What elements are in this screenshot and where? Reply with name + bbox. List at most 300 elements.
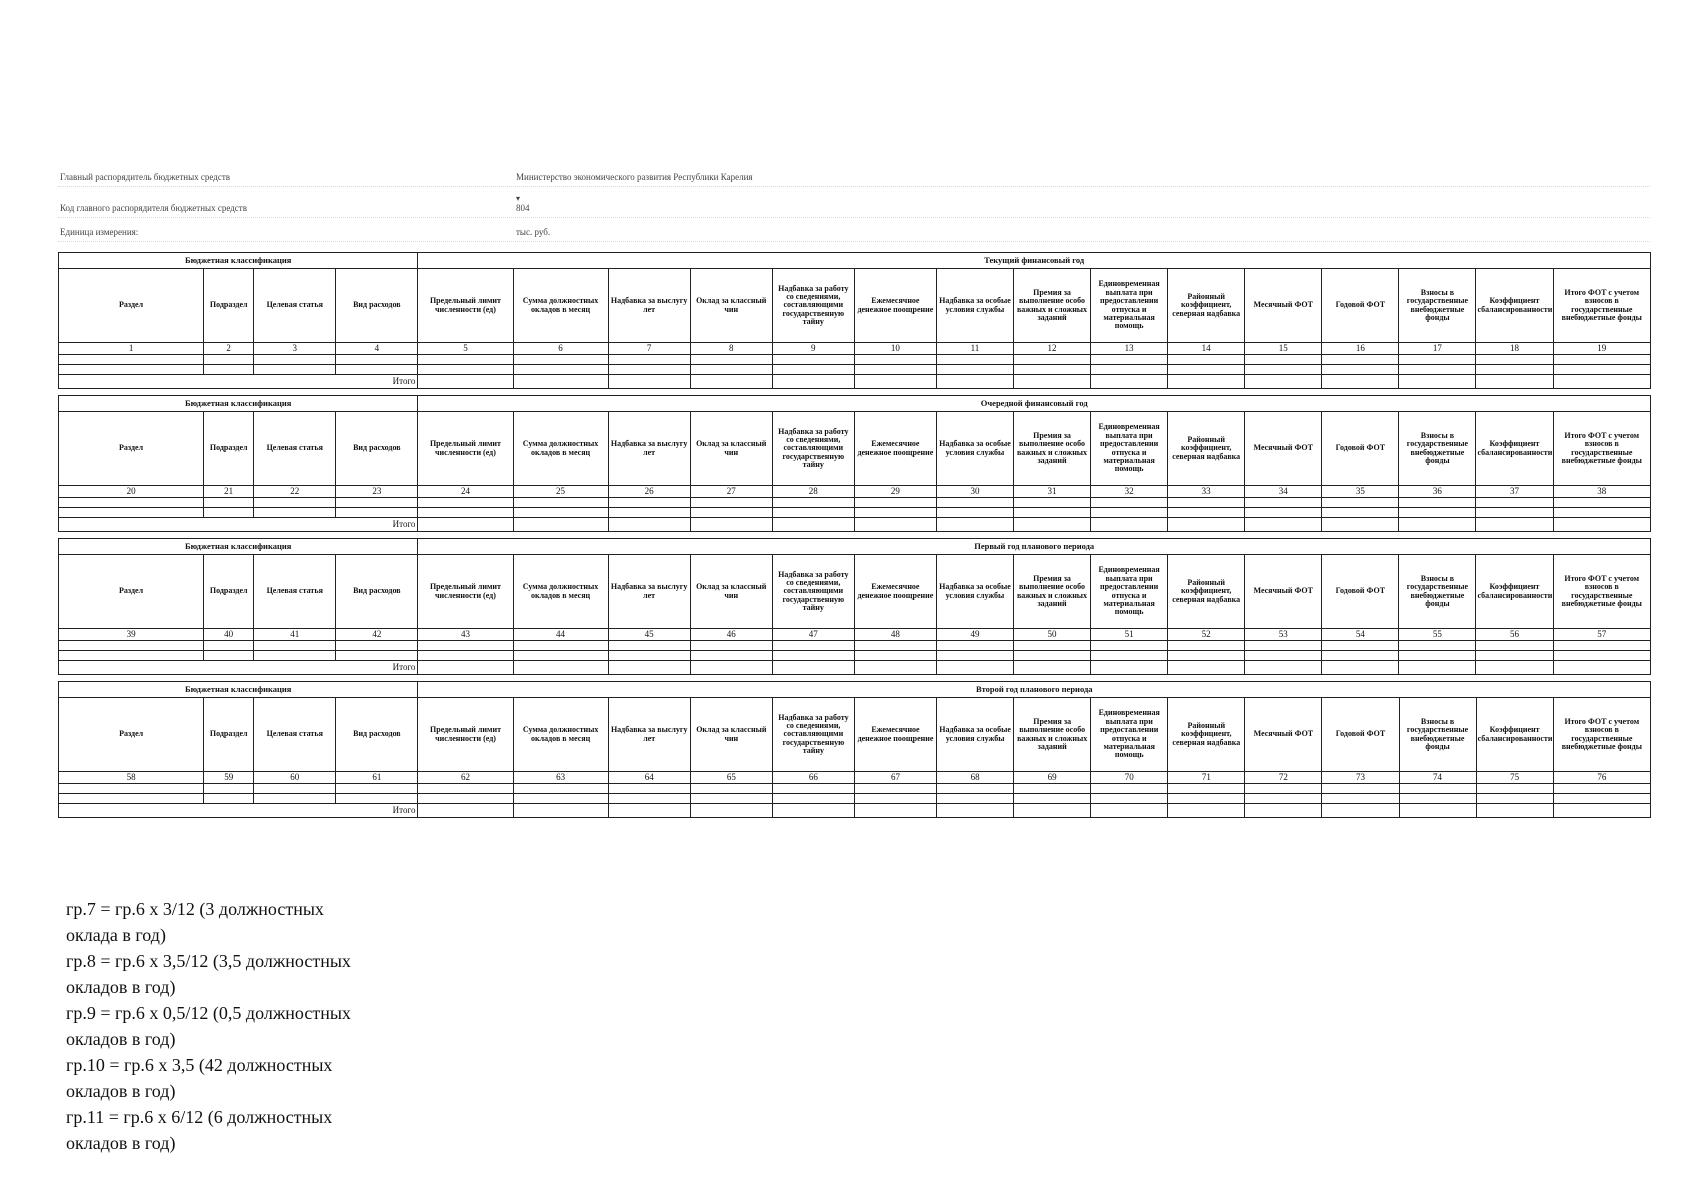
total-cell[interactable]	[854, 518, 936, 532]
total-cell[interactable]	[1553, 804, 1650, 818]
table-cell[interactable]	[1091, 784, 1168, 794]
table-cell[interactable]	[608, 498, 690, 508]
table-cell[interactable]	[1399, 365, 1476, 375]
table-cell[interactable]	[936, 641, 1013, 651]
total-cell[interactable]	[1245, 518, 1322, 532]
table-cell[interactable]	[1476, 365, 1553, 375]
classification-title: Бюджетная классификация	[59, 682, 418, 698]
table-cell[interactable]	[1399, 641, 1476, 651]
table-cell[interactable]	[1245, 355, 1322, 365]
total-cell[interactable]	[513, 375, 608, 389]
table-cell[interactable]	[690, 641, 772, 651]
table-cell[interactable]	[937, 794, 1014, 804]
table-cell[interactable]	[1476, 498, 1553, 508]
table-cell[interactable]	[854, 794, 936, 804]
table-cell[interactable]	[1168, 365, 1245, 375]
table-cell[interactable]	[1091, 365, 1168, 375]
table-cell[interactable]	[418, 641, 513, 651]
column-header: Подраздел	[204, 412, 254, 486]
table-cell[interactable]	[1168, 794, 1245, 804]
column-header: Надбавка за особые условия службы	[936, 269, 1013, 343]
table-cell[interactable]	[1553, 784, 1650, 794]
budget-table	[58, 395, 1651, 532]
total-cell[interactable]	[1013, 375, 1090, 389]
table-cell[interactable]	[513, 784, 608, 794]
table-row	[59, 784, 1651, 794]
total-cell[interactable]	[936, 375, 1013, 389]
column-number: 22	[254, 486, 336, 498]
table-cell[interactable]	[513, 641, 608, 651]
table-cell[interactable]	[854, 508, 936, 518]
column-number: 57	[1553, 629, 1650, 641]
table-cell[interactable]	[254, 641, 336, 651]
table-cell[interactable]	[204, 508, 254, 518]
table-row	[59, 651, 1651, 661]
total-cell[interactable]	[772, 804, 854, 818]
table-cell[interactable]	[336, 498, 418, 508]
column-header: Ежемесячное денежное поощрение	[854, 698, 936, 772]
total-cell[interactable]	[1013, 518, 1090, 532]
total-cell[interactable]	[854, 661, 936, 675]
total-cell[interactable]	[1322, 804, 1399, 818]
total-cell[interactable]	[772, 518, 854, 532]
column-number: 32	[1091, 486, 1168, 498]
total-cell[interactable]	[1168, 375, 1245, 389]
table-cell[interactable]	[1476, 651, 1553, 661]
table-cell[interactable]	[254, 355, 336, 365]
table-cell[interactable]	[1399, 794, 1476, 804]
column-header: Вид расходов	[336, 698, 418, 772]
column-number: 29	[854, 486, 936, 498]
total-cell[interactable]	[772, 375, 854, 389]
table-cell[interactable]	[1553, 794, 1650, 804]
table-cell[interactable]	[854, 651, 936, 661]
table-cell[interactable]	[1476, 641, 1553, 651]
total-cell[interactable]	[1322, 375, 1399, 389]
total-cell[interactable]	[936, 661, 1013, 675]
table-cell[interactable]	[772, 641, 854, 651]
table-cell[interactable]	[1013, 365, 1090, 375]
table-cell[interactable]	[1245, 365, 1322, 375]
table-cell[interactable]	[59, 784, 204, 794]
column-number: 24	[418, 486, 513, 498]
table-cell[interactable]	[513, 498, 608, 508]
table-cell[interactable]	[1014, 784, 1091, 794]
total-cell[interactable]	[1476, 661, 1553, 675]
table-cell[interactable]	[1476, 355, 1553, 365]
period-title: Второй год планового периода	[418, 682, 1651, 698]
table-cell[interactable]	[772, 651, 854, 661]
total-cell[interactable]	[418, 804, 513, 818]
table-cell[interactable]	[608, 355, 690, 365]
total-cell[interactable]	[1399, 661, 1476, 675]
column-number: 44	[513, 629, 608, 641]
table-cell[interactable]	[254, 784, 336, 794]
table-cell[interactable]	[1013, 355, 1090, 365]
table-cell[interactable]	[608, 651, 690, 661]
total-cell[interactable]	[1399, 518, 1476, 532]
table-cell[interactable]	[772, 365, 854, 375]
table-cell[interactable]	[1322, 355, 1399, 365]
column-number: 10	[854, 343, 936, 355]
table-cell[interactable]	[1399, 498, 1476, 508]
table-cell[interactable]	[1013, 651, 1090, 661]
total-cell[interactable]	[1476, 375, 1553, 389]
table-cell[interactable]	[608, 641, 690, 651]
table-cell[interactable]	[1245, 641, 1322, 651]
table-cell[interactable]	[1245, 651, 1322, 661]
total-cell[interactable]	[1245, 804, 1322, 818]
table-cell[interactable]	[936, 365, 1013, 375]
table-cell[interactable]	[59, 508, 204, 518]
total-cell[interactable]	[690, 375, 772, 389]
table-cell[interactable]	[936, 651, 1013, 661]
total-cell[interactable]	[1245, 375, 1322, 389]
total-cell[interactable]	[608, 375, 690, 389]
table-cell[interactable]	[772, 794, 854, 804]
table-cell[interactable]	[1014, 794, 1091, 804]
table-cell[interactable]	[59, 365, 204, 375]
total-cell[interactable]	[936, 518, 1013, 532]
column-number: 14	[1168, 343, 1245, 355]
table-cell[interactable]	[418, 794, 513, 804]
total-cell[interactable]	[1476, 518, 1553, 532]
table-cell[interactable]	[1322, 651, 1399, 661]
table-cell[interactable]	[854, 355, 936, 365]
table-cell[interactable]	[1013, 641, 1090, 651]
table-cell[interactable]	[418, 498, 513, 508]
table-cell[interactable]	[513, 508, 608, 518]
table-cell[interactable]	[204, 641, 254, 651]
column-number: 72	[1245, 772, 1322, 784]
column-header: Коэффициент сбалансированности	[1476, 412, 1553, 486]
column-number: 31	[1013, 486, 1090, 498]
header-divider	[58, 186, 1650, 187]
column-header: Раздел	[59, 698, 204, 772]
table-cell[interactable]	[690, 498, 772, 508]
total-cell[interactable]	[690, 661, 772, 675]
column-header: Районный коэффициент, северная надбавка	[1168, 269, 1245, 343]
table-cell[interactable]	[936, 355, 1013, 365]
table-cell[interactable]	[772, 355, 854, 365]
column-number: 18	[1476, 343, 1553, 355]
column-header: Предельный лимит численности (ед)	[418, 555, 513, 629]
column-number: 6	[513, 343, 608, 355]
column-number: 20	[59, 486, 204, 498]
total-cell[interactable]	[1168, 804, 1245, 818]
column-number: 7	[608, 343, 690, 355]
table-cell[interactable]	[608, 784, 690, 794]
total-cell[interactable]	[513, 804, 608, 818]
total-cell[interactable]	[418, 375, 513, 389]
column-header: Целевая статья	[254, 269, 336, 343]
column-number: 37	[1476, 486, 1553, 498]
table-cell[interactable]	[204, 355, 254, 365]
total-cell[interactable]	[1014, 804, 1091, 818]
column-number: 2	[204, 343, 254, 355]
table-cell[interactable]	[1399, 508, 1476, 518]
table-cell[interactable]	[1245, 784, 1322, 794]
table-cell[interactable]	[1399, 355, 1476, 365]
table-cell[interactable]	[204, 794, 254, 804]
table-cell[interactable]	[418, 508, 513, 518]
table-cell[interactable]	[1553, 651, 1650, 661]
table-cell[interactable]	[1091, 498, 1168, 508]
table-cell[interactable]	[1322, 641, 1399, 651]
table-cell[interactable]	[854, 784, 936, 794]
column-header: Надбавка за особые условия службы	[936, 412, 1013, 486]
total-cell[interactable]	[1168, 661, 1245, 675]
period-title: Текущий финансовый год	[418, 253, 1651, 269]
table-cell[interactable]	[772, 784, 854, 794]
total-cell[interactable]	[1091, 661, 1168, 675]
column-number: 17	[1399, 343, 1476, 355]
budget-table	[58, 681, 1651, 818]
formula-note: гр.8 = гр.6 х 3,5/12 (3,5 должностных окладов в год)	[66, 951, 351, 997]
formula-note: гр.10 = гр.6 х 3,5 (42 должностных окладов в год)	[66, 1055, 333, 1101]
column-number: 59	[204, 772, 254, 784]
table-cell[interactable]	[336, 794, 418, 804]
column-number: 41	[254, 629, 336, 641]
table-cell[interactable]	[1322, 508, 1399, 518]
table-cell[interactable]	[1168, 651, 1245, 661]
column-header: Годовой ФОТ	[1322, 698, 1399, 772]
total-cell[interactable]	[1091, 804, 1168, 818]
table-cell[interactable]	[690, 508, 772, 518]
table-cell[interactable]	[204, 651, 254, 661]
table-cell[interactable]	[418, 355, 513, 365]
total-cell[interactable]	[1399, 375, 1476, 389]
column-number: 66	[772, 772, 854, 784]
total-cell[interactable]	[418, 661, 513, 675]
total-cell[interactable]	[1399, 804, 1476, 818]
total-cell[interactable]	[1322, 518, 1399, 532]
column-header: Надбавка за работу со сведениями, составляющими государственную тайну	[772, 269, 854, 343]
table-cell[interactable]	[690, 355, 772, 365]
table-cell[interactable]	[204, 784, 254, 794]
formula-note: гр.7 = гр.6 х 3/12 (3 должностных оклада в год)	[66, 899, 324, 945]
table-cell[interactable]	[1091, 651, 1168, 661]
column-header: Надбавка за выслугу лет	[608, 698, 690, 772]
table-cell[interactable]	[1168, 641, 1245, 651]
total-cell[interactable]	[690, 804, 772, 818]
total-cell[interactable]	[608, 804, 690, 818]
column-number: 69	[1014, 772, 1091, 784]
column-number: 26	[608, 486, 690, 498]
total-cell[interactable]	[854, 375, 936, 389]
table-cell[interactable]	[1399, 784, 1476, 794]
table-cell[interactable]	[1091, 794, 1168, 804]
column-number: 23	[336, 486, 418, 498]
column-header: Итого ФОТ с учетом взносов в государственные внебюджетные фонды	[1553, 555, 1650, 629]
column-header: Оклад за классный чин	[690, 269, 772, 343]
table-cell[interactable]	[608, 794, 690, 804]
total-cell[interactable]	[937, 804, 1014, 818]
table-cell[interactable]	[204, 498, 254, 508]
total-cell[interactable]	[854, 804, 936, 818]
table-cell[interactable]	[59, 355, 204, 365]
column-number: 5	[418, 343, 513, 355]
table-cell[interactable]	[1168, 784, 1245, 794]
total-cell[interactable]	[1553, 375, 1650, 389]
table-cell[interactable]	[608, 508, 690, 518]
column-number: 68	[937, 772, 1014, 784]
column-header: Целевая статья	[254, 555, 336, 629]
table-cell[interactable]	[1553, 641, 1650, 651]
table-cell[interactable]	[1245, 498, 1322, 508]
table-cell[interactable]	[513, 651, 608, 661]
table-cell[interactable]	[59, 651, 204, 661]
total-cell[interactable]	[1168, 518, 1245, 532]
table-cell[interactable]	[1245, 794, 1322, 804]
total-cell[interactable]	[608, 661, 690, 675]
column-header: Итого ФОТ с учетом взносов в государственные внебюджетные фонды	[1553, 412, 1650, 486]
table-cell[interactable]	[608, 365, 690, 375]
total-cell[interactable]	[1553, 661, 1650, 675]
column-number: 51	[1091, 629, 1168, 641]
total-cell[interactable]	[690, 518, 772, 532]
column-header: Месячный ФОТ	[1245, 555, 1322, 629]
table-cell[interactable]	[336, 784, 418, 794]
table-cell[interactable]	[513, 365, 608, 375]
column-number: 58	[59, 772, 204, 784]
column-number: 61	[336, 772, 418, 784]
table-cell[interactable]	[1322, 784, 1399, 794]
table-cell[interactable]	[254, 651, 336, 661]
column-header: Коэффициент сбалансированности	[1476, 555, 1553, 629]
table-cell[interactable]	[937, 784, 1014, 794]
column-number: 60	[254, 772, 336, 784]
table-cell[interactable]	[1476, 784, 1553, 794]
column-header: Сумма должностных окладов в месяц	[513, 698, 608, 772]
total-cell[interactable]	[513, 661, 608, 675]
table-cell[interactable]	[336, 508, 418, 518]
table-cell[interactable]	[1553, 355, 1650, 365]
table-cell[interactable]	[336, 355, 418, 365]
total-cell[interactable]	[1476, 804, 1553, 818]
table-cell[interactable]	[1091, 355, 1168, 365]
total-cell[interactable]	[1553, 518, 1650, 532]
table-cell[interactable]	[418, 365, 513, 375]
table-row	[59, 641, 1651, 651]
table-cell[interactable]	[854, 641, 936, 651]
table-cell[interactable]	[1091, 641, 1168, 651]
column-number: 75	[1476, 772, 1553, 784]
table-cell[interactable]	[336, 651, 418, 661]
table-cell[interactable]	[254, 365, 336, 375]
table-cell[interactable]	[772, 498, 854, 508]
table-cell[interactable]	[1553, 508, 1650, 518]
table-cell[interactable]	[1168, 508, 1245, 518]
column-number: 63	[513, 772, 608, 784]
table-cell[interactable]	[1091, 508, 1168, 518]
table-cell[interactable]	[690, 784, 772, 794]
total-cell[interactable]	[1091, 375, 1168, 389]
table-cell[interactable]	[854, 498, 936, 508]
classification-title: Бюджетная классификация	[59, 253, 418, 269]
column-header: Надбавка за выслугу лет	[608, 412, 690, 486]
table-cell[interactable]	[1013, 498, 1090, 508]
table-cell[interactable]	[772, 508, 854, 518]
table-cell[interactable]	[513, 355, 608, 365]
total-cell[interactable]	[608, 518, 690, 532]
total-cell[interactable]	[1013, 661, 1090, 675]
column-header: Ежемесячное денежное поощрение	[854, 269, 936, 343]
table-cell[interactable]	[204, 365, 254, 375]
column-number: 43	[418, 629, 513, 641]
table-cell[interactable]	[1322, 498, 1399, 508]
table-cell[interactable]	[690, 365, 772, 375]
column-number: 1	[59, 343, 204, 355]
table-cell[interactable]	[418, 651, 513, 661]
table-cell[interactable]	[936, 508, 1013, 518]
table-cell[interactable]	[254, 498, 336, 508]
column-header: Месячный ФОТ	[1245, 698, 1322, 772]
column-number: 12	[1013, 343, 1090, 355]
column-number: 65	[690, 772, 772, 784]
column-number: 35	[1322, 486, 1399, 498]
total-cell[interactable]	[1091, 518, 1168, 532]
table-cell[interactable]	[336, 365, 418, 375]
table-cell[interactable]	[336, 641, 418, 651]
column-number: 73	[1322, 772, 1399, 784]
column-header: Единовременная выплата при предоставлении отпуска и материальная помощь	[1091, 698, 1168, 772]
total-cell[interactable]	[1245, 661, 1322, 675]
table-cell[interactable]	[1168, 355, 1245, 365]
table-cell[interactable]	[1322, 365, 1399, 375]
column-header: Годовой ФОТ	[1322, 412, 1399, 486]
table-cell[interactable]	[690, 651, 772, 661]
column-header: Надбавка за особые условия службы	[936, 555, 1013, 629]
table-cell[interactable]	[1553, 365, 1650, 375]
table-cell[interactable]	[854, 365, 936, 375]
formula-notes	[66, 896, 366, 1156]
table-cell[interactable]	[1322, 794, 1399, 804]
formula-note: гр.11 = гр.6 х 6/12 (6 должностных окладов в год)	[66, 1107, 333, 1153]
table-cell[interactable]	[1476, 508, 1553, 518]
table-cell[interactable]	[690, 794, 772, 804]
column-number: 19	[1553, 343, 1650, 355]
column-number: 70	[1091, 772, 1168, 784]
column-number: 11	[936, 343, 1013, 355]
total-cell[interactable]	[1322, 661, 1399, 675]
header-divider	[58, 241, 1650, 242]
column-header: Вид расходов	[336, 412, 418, 486]
total-cell[interactable]	[418, 518, 513, 532]
table-cell[interactable]	[513, 794, 608, 804]
column-number: 27	[690, 486, 772, 498]
table-cell[interactable]	[254, 508, 336, 518]
column-number: 71	[1168, 772, 1245, 784]
table-cell[interactable]	[59, 794, 204, 804]
table-cell[interactable]	[1399, 651, 1476, 661]
table-cell[interactable]	[936, 498, 1013, 508]
table-cell[interactable]	[1245, 508, 1322, 518]
table-cell[interactable]	[1553, 498, 1650, 508]
column-header: Сумма должностных окладов в месяц	[513, 412, 608, 486]
table-cell[interactable]	[59, 498, 204, 508]
table-cell[interactable]	[418, 784, 513, 794]
column-header: Годовой ФОТ	[1322, 555, 1399, 629]
table-cell[interactable]	[1168, 498, 1245, 508]
table-cell[interactable]	[1476, 794, 1553, 804]
table-cell[interactable]	[1013, 508, 1090, 518]
total-cell[interactable]	[513, 518, 608, 532]
table-cell[interactable]	[59, 641, 204, 651]
total-cell[interactable]	[772, 661, 854, 675]
table-cell[interactable]	[254, 794, 336, 804]
column-header: Подраздел	[204, 698, 254, 772]
